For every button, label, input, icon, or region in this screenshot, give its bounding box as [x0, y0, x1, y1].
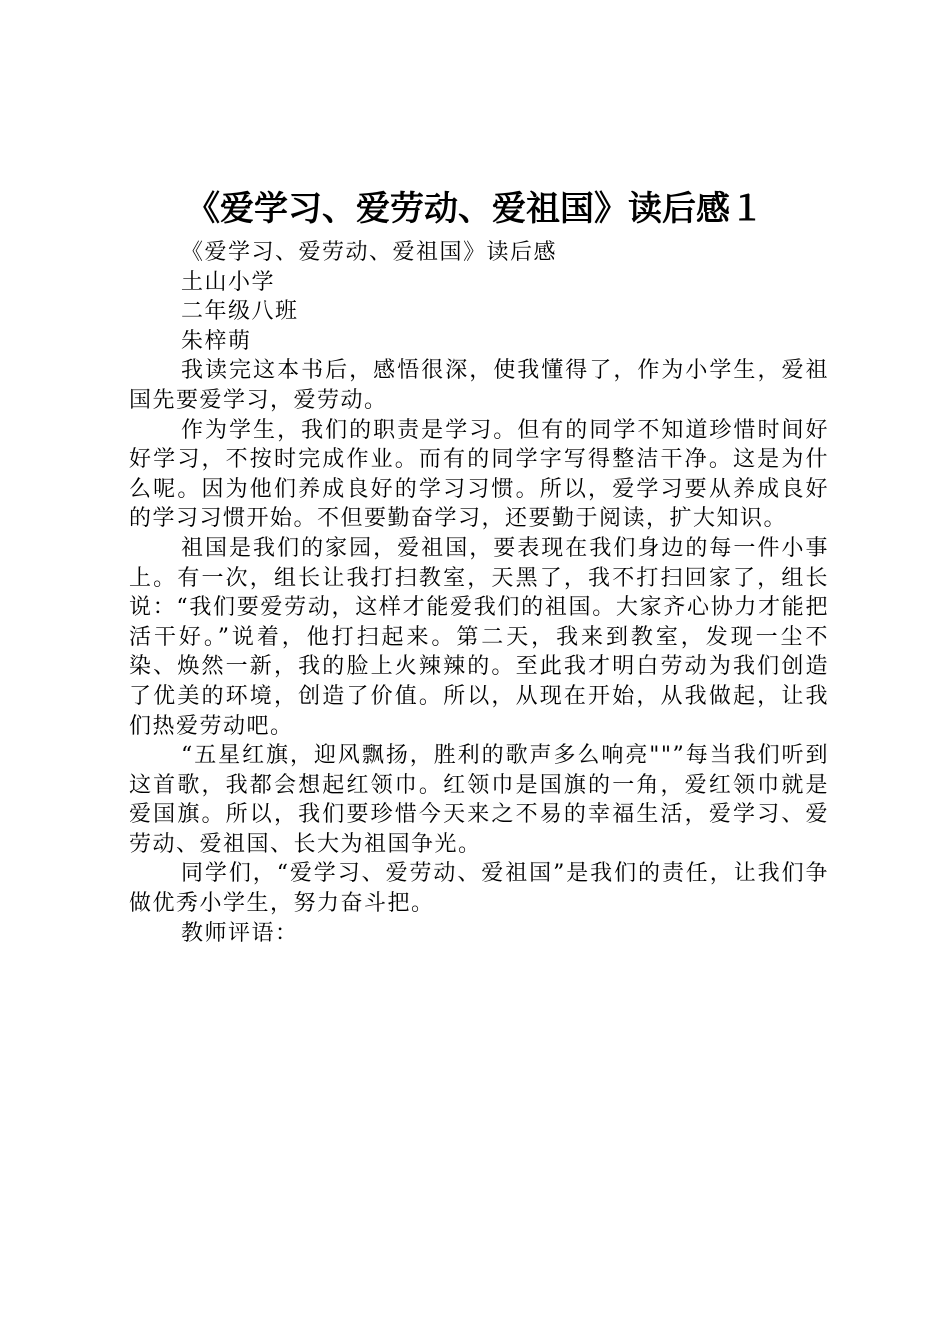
- document-title: 《爱学习、爱劳动、爱祖国》读后感１: [186, 189, 764, 229]
- paragraph-2: 作为学生，我们的职责是学习。但有的同学不知道珍惜时间好好学习，不按时完成作业。而有的同学字写得整洁干净。这是为什么呢。因为他们养成良好的学习习惯。所以，爱学习要从养成良好的学习习惯开始。不但要勤奋学习，还要勤于阅读，扩大知识。: [129, 417, 829, 532]
- school-name: 土山小学: [181, 269, 276, 295]
- subtitle-line: 《爱学习、爱劳动、爱祖国》读后感: [181, 240, 558, 265]
- paragraph-4: “五星红旗，迎风飘扬，胜利的歌声多么响亮""”每当我们听到这首歌，我都会想起红领巾。红领巾是国旗的一角，爱红领巾就是爱国旗。所以，我们要珍惜今天来之不易的幸福生活，爱学习、爱劳动、爱祖国、长大为祖国争光。: [129, 743, 829, 857]
- paragraph-5: 同学们，“爱学习、爱劳动、爱祖国”是我们的责任，让我们争做优秀小学生，努力奋斗把。: [129, 861, 829, 917]
- teacher-comment-label: 教师评语：: [181, 920, 299, 946]
- class-name: 二年级八班: [181, 299, 299, 325]
- paragraph-1: 我读完这本书后，感悟很深，使我懂得了，作为小学生，爱祖国先要爱学习，爱劳动。: [129, 358, 829, 413]
- document-body: [129, 238, 829, 948]
- paragraph-3: 祖国是我们的家园，爱祖国，要表现在我们身边的每一件小事上。有一次，组长让我打扫教室，天黑了，我不打扫回家了，组长说：“我们要爱劳动，这样才能爱我们的祖国。大家齐心协力才能把活干好。”说着，他打扫起来。第二天，我来到教室，发现一尘不染、焕然一新，我的脸上火辣辣的。至此我才明白劳动为我们创造了优美的环境，创造了价值。所以，从现在开始，从我做起，让我们热爱劳动吧。: [129, 535, 829, 739]
- author-name: 朱梓萌: [181, 328, 252, 354]
